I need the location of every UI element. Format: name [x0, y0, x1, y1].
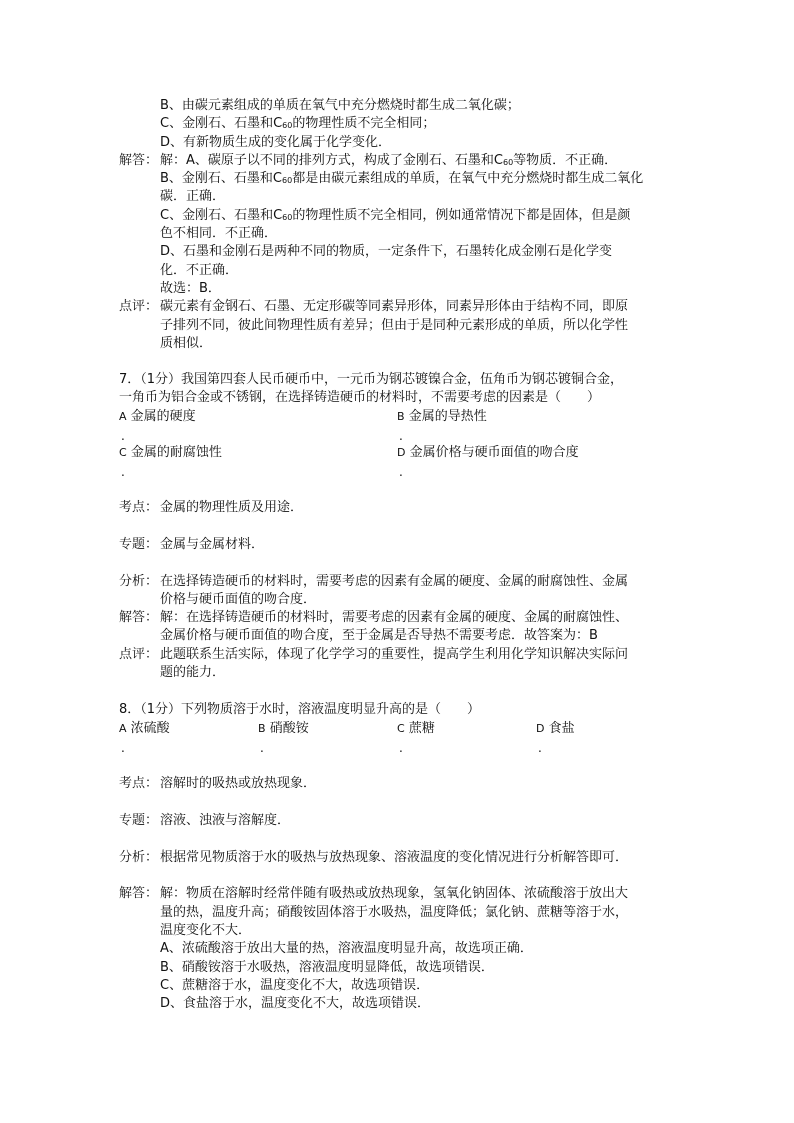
q6-comment-line: 质相似．	[160, 336, 213, 351]
q8-jieda-line: C、蔗糖溶于水，温度变化不大，故选项错误．	[160, 978, 430, 993]
q8-jieda-line: 解：物质在溶解时经常伴随有吸热或放热现象，氢氧化钠固体、浓硫酸溶于放出大	[160, 886, 629, 901]
q6-comment-line: 碳元素有金钢石、石墨、无定形碳等同素异形体，同素异形体由于结构不同，即原	[160, 299, 629, 314]
option-dot: .	[399, 741, 403, 755]
q8-jieda-label: 解答：	[119, 886, 159, 901]
q7-zhuanti: 金属与金属材料．	[160, 537, 265, 552]
option-dot: .	[121, 429, 125, 443]
q7-option-b: B 金属的导热性	[397, 409, 487, 424]
q7-fenxi-label: 分析：	[119, 574, 159, 589]
q8-jieda-line: A、浓硫酸溶于放出大量的热，溶液温度明显升高，故选项正确．	[160, 941, 533, 956]
option-dot: .	[260, 741, 264, 755]
q6-answer-line: 碳．正确．	[160, 189, 226, 204]
q7-kaodian-label: 考点：	[119, 500, 159, 515]
q6-answer-line: B、金刚石、石墨和$C_{60}$都是由碳元素组成的单质，在氧气中充分燃烧时都生成二氧化	[160, 171, 644, 186]
q6-option-c: C、金刚石、石墨和$C_{60}$的物理性质不完全相同；	[160, 116, 436, 131]
q8-stem: 8．（1分）下列物质溶于水时，溶液温度明显升高的是（ ）	[119, 702, 481, 717]
q8-jieda-line: B、硝酸铵溶于水吸热，溶液温度明显降低，故选项错误．	[160, 960, 494, 975]
q7-dianping-line: 题的能力．	[160, 665, 226, 680]
q7-jieda-line: 金属价格与硬币面值的吻合度，至于金属是否导热不需要考虑．故答案为：B	[160, 628, 598, 643]
option-dot: .	[538, 741, 542, 755]
q7-stem: 7．（1分）我国第四套人民币硬币中，一元币为钢芯镀镍合金，伍角币为钢芯镀铜合金，	[119, 372, 624, 387]
q8-zhuanti-label: 专题：	[119, 813, 159, 828]
q7-stem: 一角币为铝合金或不锈钢，在选择铸造硬币的材料时，不需要考虑的因素是（ ）	[119, 390, 601, 405]
q8-kaodian-label: 考点：	[119, 776, 159, 791]
q6-comment-label: 点评：	[119, 299, 159, 314]
q8-kaodian: 溶解时的吸热或放热现象．	[160, 776, 317, 791]
q6-option-b: B、由碳元素组成的单质在氧气中充分燃烧时都生成二氧化碳；	[160, 98, 520, 113]
q7-zhuanti-label: 专题：	[119, 537, 159, 552]
option-dot: .	[399, 465, 403, 479]
q6-answer-line: C、金刚石、石墨和$C_{60}$的物理性质不完全相同，例如通常情况下都是固体，但是颜	[160, 208, 631, 223]
option-dot: .	[121, 465, 125, 479]
q7-jieda-label: 解答：	[119, 610, 159, 625]
q8-option-d: D 食盐	[536, 721, 575, 736]
q8-option-c: C 蔗糖	[397, 721, 435, 736]
q6-answer-line: D、石墨和金刚石是两种不同的物质，一定条件下，石墨转化成金刚石是化学变	[160, 244, 613, 259]
option-dot: .	[121, 741, 125, 755]
q7-kaodian: 金属的物理性质及用途．	[160, 500, 304, 515]
q7-option-c: C 金属的耐腐蚀性	[119, 445, 222, 460]
q6-answer-line: 色不相同．不正确．	[160, 226, 278, 241]
q8-jieda-line: 温度变化不大．	[160, 923, 252, 938]
q6-answer-line: 解：A、碳原子以不同的排列方式，构成了金刚石、石墨和$C_{60}$等物质．不正确．	[160, 153, 618, 168]
q6-answer-label: 解答：	[119, 153, 159, 168]
q6-comment-line: 子排列不同，彼此间物理性质有差异；但由于是同种元素形成的单质，所以化学性	[160, 318, 629, 333]
q7-jieda-line: 解：在选择铸造硬币的材料时，需要考虑的因素有金属的硬度、金属的耐腐蚀性、	[160, 610, 629, 625]
q6-option-d: D、有新物质生成的变化属于化学变化．	[160, 135, 392, 150]
q8-jieda-line: 量的热，温度升高；硝酸铵固体溶于水吸热，温度降低；氯化钠、蔗糖等溶于水，	[160, 905, 629, 920]
option-dot: .	[399, 429, 403, 443]
q8-jieda-line: D、食盐溶于水，温度变化不大，故选项错误．	[160, 996, 431, 1011]
q8-option-b: B 硝酸铵	[258, 721, 309, 736]
q7-dianping-label: 点评：	[119, 647, 159, 662]
q7-option-d: D 金属价格与硬币面值的吻合度	[397, 445, 579, 460]
q7-dianping-line: 此题联系生活实际，体现了化学学习的重要性，提高学生利用化学知识解决实际问	[160, 647, 629, 662]
q8-option-a: A 浓硫酸	[119, 721, 170, 736]
q6-answer-line: 故选：B．	[160, 281, 221, 296]
q8-fenxi: 根据常见物质溶于水的吸热与放热现象、溶液温度的变化情况进行分析解答即可．	[160, 850, 629, 865]
q6-answer-line: 化．不正确．	[160, 263, 239, 278]
q7-fenxi-line: 在选择铸造硬币的材料时，需要考虑的因素有金属的硬度、金属的耐腐蚀性、金属	[160, 574, 629, 589]
q7-fenxi-line: 价格与硬币面值的吻合度．	[160, 592, 317, 607]
q7-option-a: A 金属的硬度	[119, 409, 196, 424]
q8-zhuanti: 溶液、浊液与溶解度．	[160, 813, 291, 828]
q8-fenxi-label: 分析：	[119, 850, 159, 865]
